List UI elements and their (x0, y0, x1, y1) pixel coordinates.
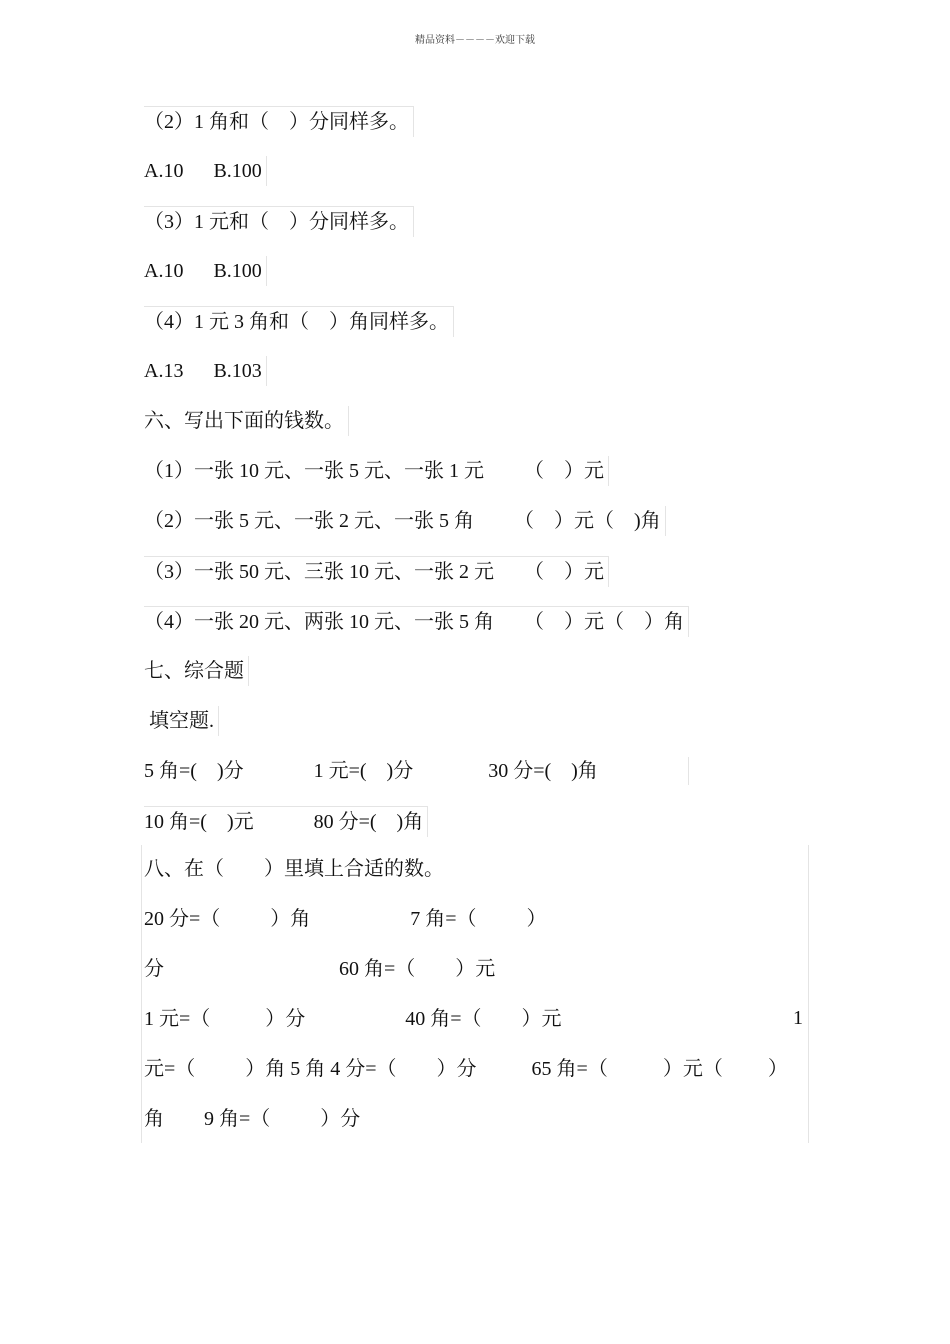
options-5-3: A.10 B.100 (144, 256, 267, 286)
section-7-title: 七、综合题 (144, 656, 249, 686)
section-8-row-4: 元=（ ）角 5 角 4 分=（ ）分 65 角=（ ）元（ ） (144, 1058, 788, 1080)
question-5-4: （4）1 元 3 角和（ ）角同样多。 (144, 306, 454, 337)
fill-row-2: 10 角=( )元 80 分=( )角 (144, 806, 428, 837)
section-8-row-5: 角 9 角=（ ）分 (144, 1108, 361, 1130)
section-8-title: 八、在（ ）里填上合适的数。 (144, 858, 444, 880)
question-5-3: （3）1 元和（ ）分同样多。 (144, 206, 414, 237)
question-6-1: （1）一张 10 元、一张 5 元、一张 1 元 （ ）元 (144, 456, 609, 486)
section-8-row-1: 20 分=（ ）角 7 角=（ ） (144, 908, 547, 930)
divider-line (688, 757, 689, 785)
question-6-4: （4）一张 20 元、两张 10 元、一张 5 角 （ ）元（ ）角 (144, 606, 689, 637)
section-8-row-3: 1 元=（ ）分 40 角=（ ）元 (144, 1008, 562, 1030)
options-5-4: A.13 B.103 (144, 356, 267, 386)
options-5-2: A.10 B.100 (144, 156, 267, 186)
section-8-row-2: 分 60 角=（ ）元 (144, 958, 496, 980)
fill-row-1: 5 角=( )分 1 元=( )分 30 分=( )角 (144, 760, 598, 782)
question-6-2: （2）一张 5 元、一张 2 元、一张 5 角 （ ）元（ )角 (144, 506, 666, 536)
section-8-frame (141, 845, 809, 1143)
section-8-row-3-fragment: 1 (793, 1007, 803, 1029)
question-5-2: （2）1 角和（ ）分同样多。 (144, 106, 414, 137)
question-6-3: （3）一张 50 元、三张 10 元、一张 2 元 （ ）元 (144, 556, 609, 587)
page-header: 精品资料－－－－欢迎下载 (415, 35, 535, 46)
section-7-subtitle: 填空题. (144, 706, 219, 736)
section-6-title: 六、写出下面的钱数。 (144, 406, 349, 436)
